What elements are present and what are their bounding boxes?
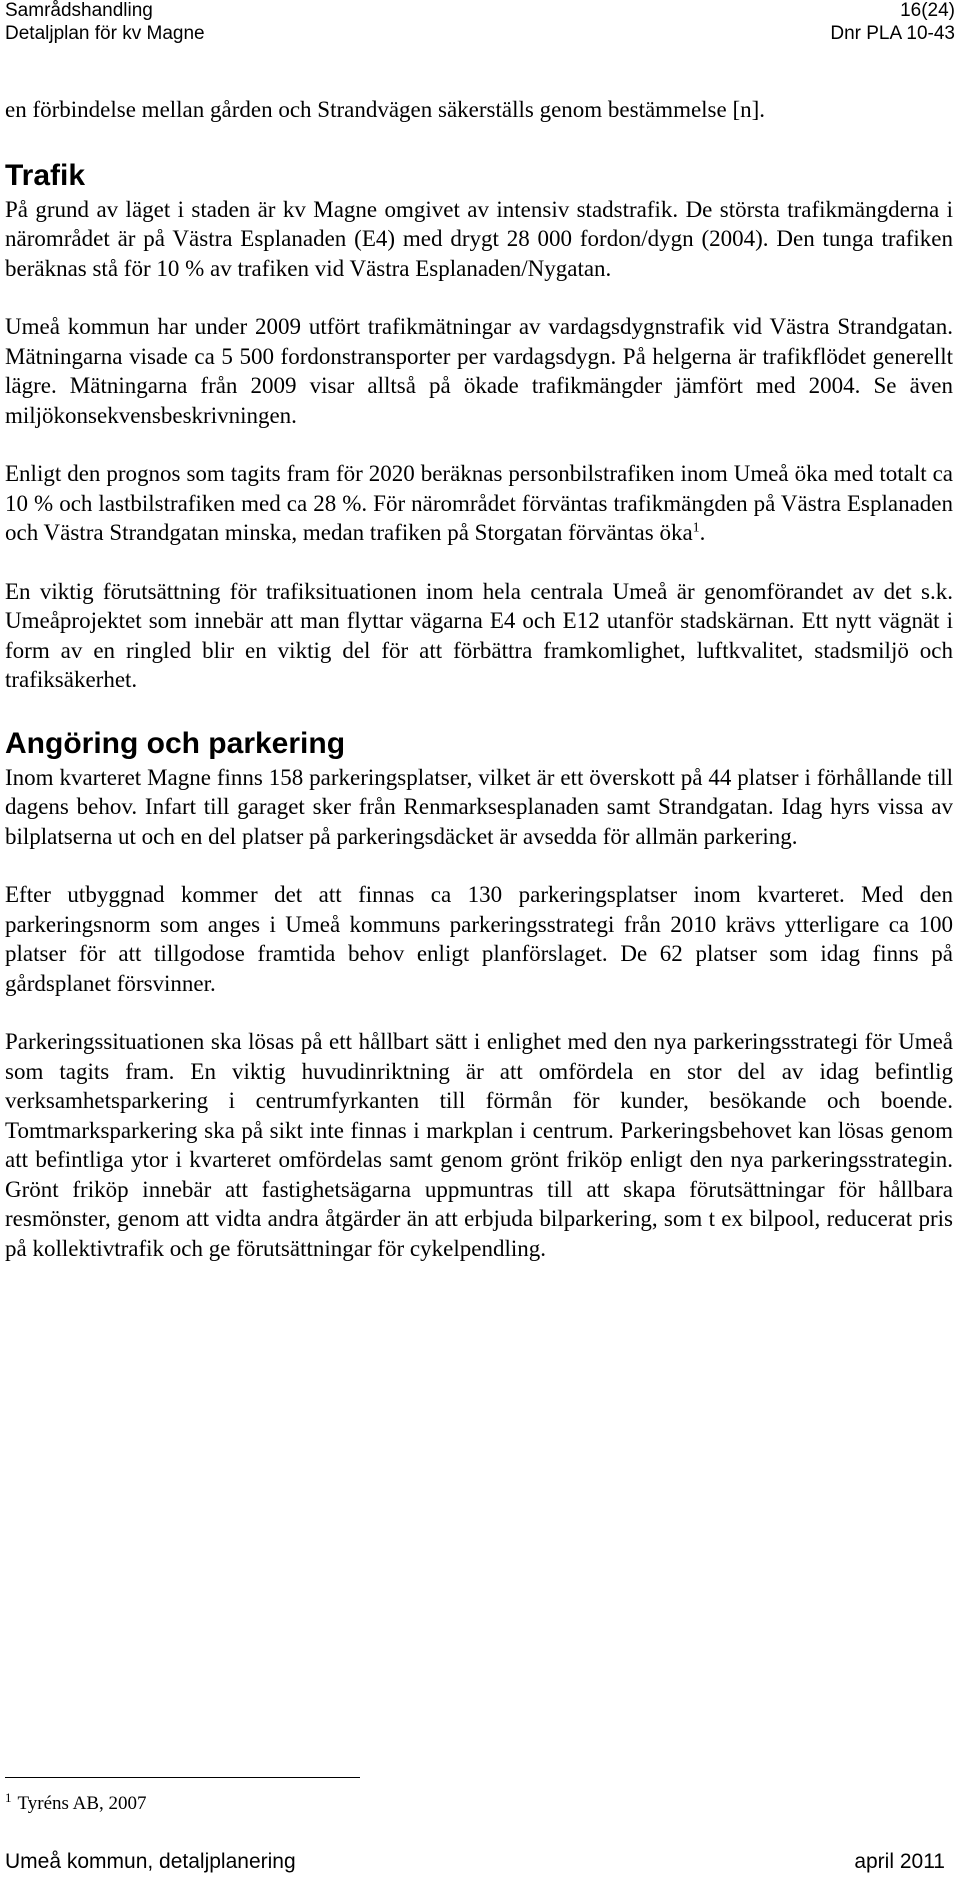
page-number: 16(24) [900,0,955,21]
footer-organization: Umeå kommun, detaljplanering [5,1850,296,1873]
section-heading-trafik: Trafik [5,158,86,192]
section-heading-parkering: Angöring och parkering [5,726,346,760]
trafik-paragraph-3-end: . [699,520,706,545]
document-title: Detaljplan för kv Magne [5,23,205,44]
document-body [5,95,953,1263]
trafik-paragraph-3 [5,459,953,548]
trafik-paragraph-2: Umeå kommun har under 2009 utfört trafikmätningar av vardagsdygnstrafik vid Västra Strandgatan. Mätningarna visade ca 5 500 fordonstransporter per vardagsdygn. På helgerna är trafikflödet generellt lägre. Mätningarna från 2009 visar alltså på ökade trafikmängder jämfört med 2004. Se även miljökonsekvensbeskrivningen. [5,314,953,428]
footnote-number: 1 [5,1789,12,1805]
parkering-paragraph-1: Inom kvarteret Magne finns 158 parkeringsplatser, vilket är ett överskott på 44 platser i förhållande till dagens behov. Infart till garaget sker från Renmarksesplanaden samt Strandgatan. Idag hyrs vissa av bilplatserna ut och en del platser på parkeringsdäcket är avsedda för allmän parkering. [5,764,953,849]
document-type: Samrådshandling [5,0,153,21]
intro-paragraph: en förbindelse mellan gården och Strandvägen säkerställs genom bestämmelse [n]. [5,97,766,122]
footnote-text: Tyréns AB, 2007 [17,1793,147,1814]
document-dnr: Dnr PLA 10-43 [830,23,955,44]
parkering-paragraph-3: Parkeringssituationen ska lösas på ett hållbart sätt i enlighet med den nya parkeringsstrategi för Umeå som tagits fram. En viktig huvudinriktning är att omfördela en stor del av idag befintlig verksamhetsparkering i centrumfyrkanten till förmån för kunder, besökande och boende. Tomtmarksparkering ska på sikt inte finnas i markplan i centrum. Parkeringsbehovet kan lösas genom att befintliga ytor i kvarteret omfördelas samt genom grönt friköp enligt den nya parkeringsstrategin. Grönt friköp innebär att fastighetsägarna uppmuntras till att skapa förutsättningar för hållbara resmönster, genom att vidta andra åtgärder än att erbjuda bilparkering, som t ex bilpool, reducerat pris på kollektivtrafik och ge förutsättningar för cykelpendling. [5,1029,953,1261]
trafik-paragraph-4: En viktig förutsättning för trafiksituationen inom hela centrala Umeå är genomförandet av det s.k. Umeåprojektet som innebär att man flyttar vägarna E4 och E12 utanför stadskärnan. Ett nytt vägnät i form av en ringled blir en viktig del för att förbättra framkomlighet, luftkvalitet, stadsmiljö och trafiksäkerhet. [5,578,953,692]
footnote [5,1789,147,1816]
footnote-separator [5,1777,360,1778]
trafik-paragraph-3-text: Enligt den prognos som tagits fram för 2020 beräknas personbilstrafiken inom Umeå öka med totalt ca 10 % och lastbilstrafiken med ca 28 %. För närområdet förväntas trafikmängden på Västra Esplanaden och Västra Strandgatan minska, medan trafiken på Storgatan förväntas öka [5,461,953,545]
footer-date: april 2011 [854,1850,945,1873]
footnote-reference: 1 [692,520,700,536]
parkering-paragraph-2: Efter utbyggnad kommer det att finnas ca 130 parkeringsplatser inom kvarteret. Med den parkeringsnorm som anges i Umeå kommuns parkeringsstrategi från 2010 krävs ytterligare ca 100 platser för att tillgodose framtida behov enligt planförslaget. De 62 platser som idag finns på gårdsplanet försvinner. [5,882,953,996]
trafik-paragraph-1: På grund av läget i staden är kv Magne omgivet av intensiv stadstrafik. De största trafikmängderna i närområdet är på Västra Esplanaden (E4) med drygt 28 000 fordon/dygn (2004). Den tunga trafiken beräknas stå för 10 % av trafiken vid Västra Esplanaden/Nygatan. [5,196,953,281]
